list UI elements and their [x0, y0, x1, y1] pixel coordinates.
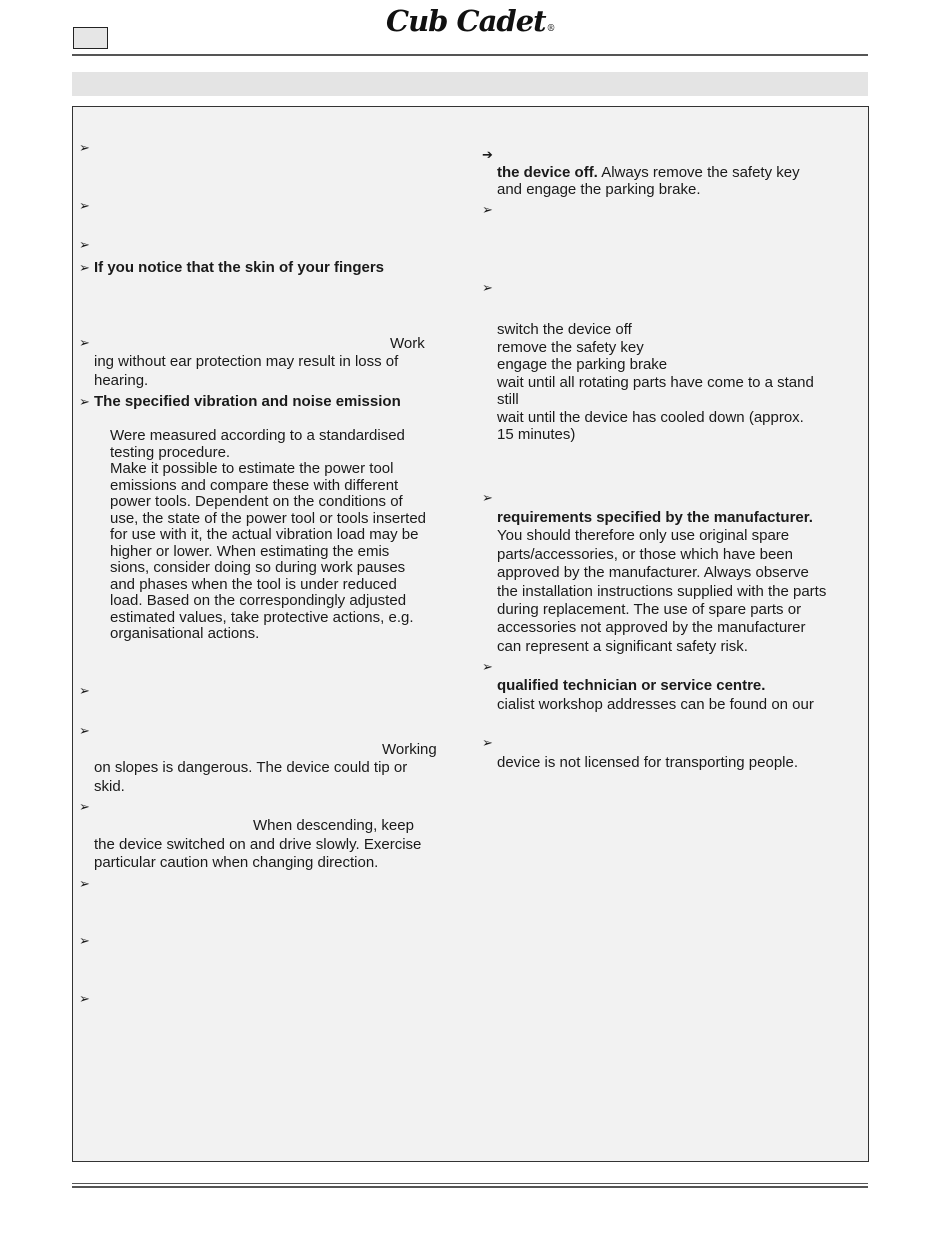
- descending-line: particular caution when changing direction.: [94, 854, 379, 871]
- bullet-text-fingers: If you notice that the skin of your fingers: [94, 259, 385, 276]
- bullet-icon: ➢: [79, 238, 90, 253]
- device-off-line: and engage the parking brake.: [497, 181, 701, 198]
- vibration-heading: The specified vibration and noise emission: [94, 393, 401, 410]
- bullet-icon: ➢: [79, 800, 90, 815]
- header-rule: [72, 54, 868, 56]
- brand-name: Cub Cadet: [386, 4, 546, 38]
- bold-right-arrow-icon: ➔: [482, 148, 493, 163]
- ear-protection-line: hearing.: [94, 372, 149, 389]
- vibration-sub-line: load. Based on the correspondingly adjusted: [110, 592, 407, 609]
- bullet-icon: ➢: [79, 395, 90, 410]
- spare-parts-line: can represent a significant safety risk.: [497, 638, 748, 655]
- step-line: remove the safety key: [497, 339, 644, 356]
- page-number-box: [73, 27, 108, 49]
- vibration-sub-line: and phases when the tool is under reduced: [110, 575, 397, 593]
- step-line: 15 minutes): [497, 426, 576, 443]
- brand-logo: [386, 4, 555, 38]
- step-line: switch the device off: [497, 321, 632, 338]
- slopes-tail: Working: [382, 741, 437, 758]
- slopes-line: skid.: [94, 778, 125, 795]
- transport-line: device is not licensed for transporting people.: [497, 754, 799, 771]
- bullet-icon: ➢: [79, 724, 90, 739]
- bullet-icon: ➢: [79, 992, 90, 1007]
- bullet-icon: ➢: [79, 141, 90, 156]
- vibration-sub-line: organisational actions.: [110, 625, 260, 642]
- step-line: still: [497, 391, 519, 408]
- spare-parts-line: approved by the manufacturer. Always observe: [497, 564, 809, 581]
- bullet-icon: ➢: [79, 199, 90, 214]
- spare-parts-line: You should therefore only use original spare: [497, 527, 790, 544]
- bullet-icon: ➢: [79, 261, 90, 276]
- step-line: wait until all rotating parts have come to a stand: [497, 374, 814, 391]
- bullet-icon: ➢: [79, 934, 90, 949]
- footer-rule: [72, 1186, 868, 1188]
- spare-parts-line: the installation instructions supplied with the parts: [497, 583, 827, 600]
- ear-protection-line: ing without ear protection may result in loss of: [94, 353, 399, 370]
- vibration-sub-line: estimated values, take protective actions, e.g.: [110, 608, 414, 626]
- step-line: wait until the device has cooled down (approx.: [497, 409, 804, 426]
- vibration-sub-line: testing procedure.: [110, 443, 231, 461]
- section-heading-band: [72, 72, 868, 96]
- bullet-icon: ➢: [79, 336, 90, 351]
- vibration-sub-line: emissions and compare these with different: [110, 476, 399, 494]
- descending-line: the device switched on and drive slowly. Exercise: [94, 836, 422, 853]
- technician-heading: qualified technician or service centre.: [497, 677, 766, 694]
- bullet-icon: ➢: [79, 877, 90, 892]
- vibration-sub-line: power tools. Dependent on the conditions of: [110, 493, 403, 510]
- bullet-icon: ➢: [482, 203, 493, 218]
- bullet-icon: ➢: [79, 684, 90, 699]
- vibration-sub-line: use, the state of the power tool or tools inserted: [110, 509, 427, 527]
- step-line: engage the parking brake: [497, 356, 668, 373]
- technician-line: cialist workshop addresses can be found on our: [497, 696, 814, 713]
- vibration-sub-line: for use with it, the actual vibration load may be: [110, 526, 419, 543]
- descending-tail: When descending, keep: [253, 817, 414, 834]
- registered-mark: ®: [546, 24, 555, 34]
- bullet-icon: ➢: [482, 736, 493, 751]
- spare-parts-line: during replacement. The use of spare parts or: [497, 601, 802, 618]
- device-off-line: the device off. Always remove the safety key: [497, 164, 800, 181]
- ear-protection-tail: Work: [390, 335, 425, 352]
- spare-parts-line: accessories not approved by the manufacturer: [497, 619, 806, 636]
- footer-rule: [72, 1183, 868, 1184]
- spare-parts-line: parts/accessories, or those which have been: [497, 546, 793, 563]
- bullet-icon: ➢: [482, 660, 493, 675]
- slopes-line: on slopes is dangerous. The device could tip or: [94, 759, 408, 776]
- vibration-sub-line: Make it possible to estimate the power tool: [110, 460, 394, 477]
- vibration-sub-line: higher or lower. When estimating the emis: [110, 542, 390, 560]
- vibration-sub-line: sions, consider doing so during work pauses: [110, 559, 406, 576]
- bullet-icon: ➢: [482, 281, 493, 296]
- spare-parts-heading: requirements specified by the manufacturer.: [497, 509, 813, 526]
- bullet-icon: ➢: [482, 491, 493, 506]
- vibration-sub-line: Were measured according to a standardised: [110, 427, 405, 444]
